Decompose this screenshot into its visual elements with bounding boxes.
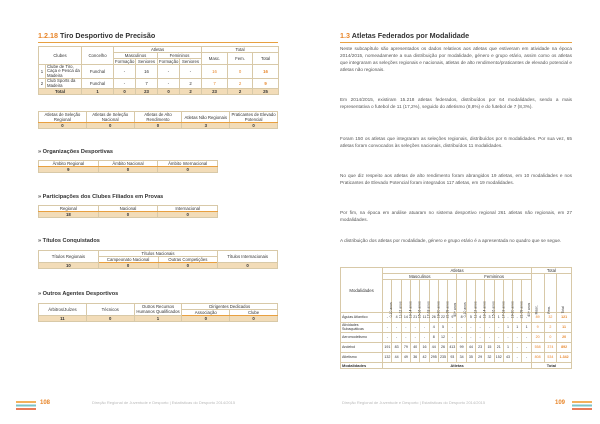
cell: 2 (180, 79, 202, 89)
cell: - (522, 343, 531, 353)
cell: 35 (466, 353, 475, 363)
cell: 534 (544, 353, 557, 363)
age-col-header: 40+ anos (448, 280, 457, 313)
col-masculinos: Masculinos (114, 53, 158, 59)
cell: 44 (392, 353, 401, 363)
athletes-status-table (38, 111, 278, 129)
col-dirigentes: Dirigentes Dedicados (182, 304, 278, 310)
cell: 2 (544, 323, 557, 333)
col-f-seniores: Seniores (180, 59, 202, 65)
cell: 4 (392, 313, 401, 323)
col-titulos-nacionais: Títulos Nacionais (98, 251, 218, 257)
cell: 11 (39, 316, 87, 322)
cell: 0 (98, 263, 158, 269)
cell: 1 (513, 323, 522, 333)
title-rule (340, 42, 572, 43)
cell: 21 (494, 343, 503, 353)
cell: 1 (134, 316, 182, 322)
row-number: 2 (39, 79, 46, 89)
paragraph: Em 2014/2015, existiram 15.218 atletas federados, distribuídos por 64 modalidades, sendo a mais representativa o futebol de 11 (17,2%), seguido do atletismo (8,8%) e do futebol de 7 (8,3%). (340, 97, 572, 110)
cell: 0 (158, 212, 218, 218)
athletes-by-sport-table (340, 267, 572, 369)
col-selecao-nacional: Atletas de Seleção Nacional (86, 112, 134, 123)
titles-table (38, 250, 278, 269)
total-label: Total (39, 89, 82, 95)
cell: - (448, 333, 457, 343)
total-row (39, 89, 279, 95)
cell: 44 (466, 343, 475, 353)
cell: 0 (544, 333, 557, 343)
cell: 7 (136, 79, 158, 89)
cell: 413 (448, 343, 457, 353)
cell: 2 (180, 89, 202, 95)
cell: 9 (253, 79, 279, 89)
titles-title: » Títulos Conquistados (38, 238, 100, 244)
cell: - (476, 323, 485, 333)
cell: 4 (429, 323, 438, 333)
cell: 0 (134, 123, 182, 129)
age-col-header: 11-12 anos (466, 280, 475, 313)
table-footer-row (341, 363, 572, 369)
age-col-header: 13-14 anos (401, 280, 410, 313)
cell: 26 (438, 343, 447, 353)
cell: 42 (420, 353, 429, 363)
cell: 36 (411, 353, 420, 363)
club-name: Clube de Tiro, Caça e Pesca da Madeira (47, 64, 80, 78)
row-number: 1 (39, 65, 46, 79)
col-atletas: Atletas (383, 268, 532, 274)
cell: - (448, 323, 457, 333)
cell: 93 (448, 353, 457, 363)
cell: 808 (531, 353, 544, 363)
cell: - (411, 323, 420, 333)
cell: - (392, 323, 401, 333)
age-col-header: 19-20 anos (503, 280, 512, 313)
cell: 14 (401, 313, 410, 323)
page-number: 108 (40, 400, 51, 406)
cell: 8 (429, 333, 438, 343)
cell: 1 (522, 323, 531, 333)
cell: 0 (230, 316, 278, 322)
org-table (38, 160, 218, 173)
col-nacional: Nacional (98, 206, 158, 212)
cell: - (476, 333, 485, 343)
paragraph: A distribuição dos atletas por modalidade, género e grupo etário é a apresentada no quadro que se segue. (340, 238, 562, 243)
cell: - (411, 333, 420, 343)
cell: - (513, 313, 522, 323)
org-title: » Organizações Desportivas (38, 149, 113, 155)
cell: 43 (503, 353, 512, 363)
cell: 99 (457, 343, 466, 353)
cell: 21 (411, 313, 420, 323)
cell: 32 (485, 353, 494, 363)
participations-table (38, 205, 218, 218)
cell: 558 (531, 343, 544, 353)
cell: - (383, 333, 392, 343)
cell: 0 (158, 167, 218, 173)
cell: 1 (494, 313, 503, 323)
section-title-text: Tiro Desportivo de Precisão (59, 31, 156, 40)
cell: - (522, 313, 531, 323)
col-modalidades: Modalidades (341, 268, 383, 313)
cell: 2 (228, 79, 253, 89)
cell: - (522, 353, 531, 363)
cell: 26 (429, 313, 438, 323)
col-m-seniores: Seniores (136, 59, 158, 65)
cell: 1.342 (557, 353, 572, 363)
cell: 8 (457, 313, 466, 323)
cell: 29 (476, 353, 485, 363)
cell: 3 (182, 123, 230, 129)
cell: 18 (39, 212, 99, 218)
cell: 892 (557, 343, 572, 353)
cell: 121 (557, 313, 572, 323)
age-col-header: 0-10 anos (383, 280, 392, 313)
cell: 25 (253, 89, 279, 95)
col-masc: Masc. (202, 53, 228, 65)
col-masculinos: Masculinos (383, 274, 457, 280)
cell: 191 (383, 343, 392, 353)
age-col-header: 17-18 anos (420, 280, 429, 313)
age-col-header: 21-39 anos (438, 280, 447, 313)
cell: 0 (218, 263, 278, 269)
col-concelho: Concelho (82, 47, 114, 65)
paragraph: Por fim, na época em análise atuaram no sistema desportivo regional 261 atletas não regionais, em 27 modalidades. (340, 210, 572, 223)
cell: - (513, 333, 522, 343)
cell: 15 (485, 343, 494, 353)
section-number: 1.2.18 (38, 31, 58, 40)
cell: 16 (420, 343, 429, 353)
age-col-header: 13-14 anos (476, 280, 485, 313)
col-total-fem: Fem. (544, 274, 557, 313)
cell: - (503, 333, 512, 343)
age-col-header: 40+ anos (522, 280, 531, 313)
age-col-header: 17-18 anos (494, 280, 503, 313)
page-number: 109 (555, 400, 566, 406)
age-col-header: 11-12 anos (392, 280, 401, 313)
cell: 16 (136, 65, 158, 79)
footer-atletas: Atletas (383, 363, 532, 369)
col-associacao: Associação (182, 310, 230, 316)
footer-text: Direção Regional de Juventude e Desporto | Estatísticas do Desporto 2014/2015 (92, 400, 236, 405)
paragraph: Foram 150 os atletas que integraram as seleções regionais, distribuídos por 6 modalidades. Por sua vez, 65 atletas foram convocados às seleções nacionais, distribuídos 11 modalidades. (340, 136, 572, 149)
col-nao-regionais: Atletas Não Regionais (182, 112, 230, 123)
cell: - (485, 333, 494, 343)
cell: - (494, 323, 503, 333)
cell: 0 (39, 123, 87, 129)
sport-name: Aeromodelismo (341, 333, 383, 343)
col-atletas: Atletas (114, 47, 202, 53)
cell: 5 (438, 323, 447, 333)
table-row (341, 353, 572, 363)
cell: 132 (383, 353, 392, 363)
age-col-header: 15-16 anos (485, 280, 494, 313)
col-clube: Clube (230, 310, 278, 316)
col-campeonato-nacional: Campeonato Nacional (98, 257, 158, 263)
cell: 0 (182, 316, 230, 322)
title-rule (38, 42, 278, 43)
cell: - (401, 323, 410, 333)
footer-logo-stripes (572, 401, 592, 410)
cell: 374 (544, 343, 557, 353)
cell: - (522, 333, 531, 343)
age-col-header: 15-16 anos (411, 280, 420, 313)
col-ambito-internacional: Âmbito Internacional (158, 161, 218, 167)
cell: 9 (448, 313, 457, 323)
concelho: Funchal (82, 79, 114, 89)
age-col-header: 0-10 anos (457, 280, 466, 313)
col-selecao-regional: Atletas de Seleção Regional (39, 112, 87, 123)
col-internacional: Internacional (158, 206, 218, 212)
cell: - (494, 333, 503, 343)
cell: 40 (411, 343, 420, 353)
table-row (341, 333, 572, 343)
sport-name: Andebol (341, 343, 383, 353)
cell: 12 (438, 333, 447, 343)
cell: 152 (494, 353, 503, 363)
right-page (300, 0, 600, 424)
footer-modalidades: Modalidades (341, 363, 383, 369)
cell: 34 (457, 353, 466, 363)
col-total: Total (202, 47, 279, 53)
cell: 1 (82, 89, 114, 95)
col-total-masc: Masc. (531, 274, 544, 313)
col-femininos: Femininos (457, 274, 531, 280)
cell: 16 (202, 65, 228, 79)
cell: 20 (557, 333, 572, 343)
cell: 0 (230, 123, 278, 129)
cell: 4 (476, 313, 485, 323)
cell: 0 (228, 65, 253, 79)
table-row (341, 343, 572, 353)
age-col-header: 19-20 anos (429, 280, 438, 313)
cell: - (158, 79, 180, 89)
sport-name: Águias Atlantico (341, 313, 383, 323)
cell: 7 (202, 79, 228, 89)
cell: 5 (466, 313, 475, 323)
section-title (340, 31, 469, 40)
cell: 0 (158, 89, 180, 95)
cell: 49 (401, 353, 410, 363)
cell: - (114, 79, 136, 89)
cell: 44 (429, 343, 438, 353)
table-row (341, 323, 572, 333)
cell: 0 (98, 212, 158, 218)
col-outros-recursos: Outros Recursos Humanos Qualificados (134, 304, 182, 316)
cell: 2 (228, 89, 253, 95)
concelho: Funchal (82, 65, 114, 79)
cell: - (466, 333, 475, 343)
col-tecnicos: Técnicos (86, 304, 134, 316)
cell: 0 (158, 263, 218, 269)
cell: - (180, 65, 202, 79)
cell: 1 (503, 343, 512, 353)
cell: 9 (39, 167, 99, 173)
cell: - (420, 333, 429, 343)
paragraph: Neste subcapítulo são apresentados os dados relativos aos atletas que estiveram em atividade na época 2014/2015, nomeadamente a sua distribuição por modalidade, género e grupo etário, assim como os atletas que integraram as seleções regionais e nacionais, atletas de alto rendimento/praticantes de elevado potencial e atletas não regionais. (340, 46, 572, 73)
cell: 235 (438, 353, 447, 363)
cell: 16 (253, 65, 279, 79)
cell: 1 (503, 323, 512, 333)
cell: 0 (86, 316, 134, 322)
agents-table (38, 303, 278, 322)
cell: 79 (401, 343, 410, 353)
cell: 11 (557, 323, 572, 333)
cell: 10 (39, 263, 99, 269)
cell: 0 (86, 123, 134, 129)
sport-name: Atividades Subaquáticas (341, 323, 383, 333)
cell: - (420, 323, 429, 333)
cell: 0 (114, 89, 136, 95)
section-title (38, 31, 155, 40)
cell: - (466, 323, 475, 333)
col-clubes: Clubes (39, 47, 82, 65)
cell: - (383, 313, 392, 323)
col-ambito-nacional: Âmbito Nacional (98, 161, 158, 167)
col-m-formacao: Formação (115, 59, 135, 64)
cell: 23 (476, 343, 485, 353)
cell: 22 (438, 313, 447, 323)
col-outras-competicoes: Outras Competições (158, 257, 218, 263)
col-femininos: Femininos (158, 53, 202, 59)
participations-title: » Participações dos Clubes Filiados em Provas (38, 194, 164, 200)
cell: 295 (429, 353, 438, 363)
col-ambito-regional: Âmbito Regional (39, 161, 99, 167)
col-titulos-internacionais: Títulos Internacionais (218, 251, 278, 263)
cell: 83 (392, 343, 401, 353)
cell: 20 (531, 333, 544, 343)
col-tot: Total (253, 53, 279, 65)
cell: 0 (98, 167, 158, 173)
cell: 23 (136, 89, 158, 95)
cell: - (485, 323, 494, 333)
col-elevado-potencial: Praticantes de Elevado Potencial (231, 112, 276, 122)
cell: - (401, 333, 410, 343)
cell: - (392, 333, 401, 343)
footer-logo-stripes (16, 401, 36, 410)
footer-total: Total (531, 363, 571, 369)
table-row (39, 65, 279, 79)
section-number: 1.3 (340, 31, 350, 40)
cell: - (503, 313, 512, 323)
cell: 3 (485, 313, 494, 323)
clubs-table (38, 46, 279, 95)
sport-name: Atletismo (341, 353, 383, 363)
cell: - (457, 333, 466, 343)
cell: 23 (202, 89, 228, 95)
footer-text: Direção Regional de Juventude e Desporto | Estatísticas do Desporto 2014/2015 (342, 400, 486, 405)
cell: - (457, 323, 466, 333)
col-titulos-regionais: Títulos Regionais (39, 251, 99, 263)
section-title-text: Atletas Federados por Modalidade (351, 31, 470, 40)
col-total-total: Total (557, 274, 572, 313)
table-row (39, 79, 279, 89)
cell: 32 (544, 313, 557, 323)
cell: 11 (420, 313, 429, 323)
cell: - (383, 323, 392, 333)
col-total: Total (531, 268, 571, 274)
cell: 9 (531, 323, 544, 333)
cell: 89 (531, 313, 544, 323)
cell: - (513, 343, 522, 353)
col-alto-rendimento: Atletas de Alto Rendimento (134, 112, 182, 123)
agents-title: » Outros Agentes Desportivos (38, 291, 119, 297)
cell: - (513, 353, 522, 363)
age-col-header: 21-39 anos (513, 280, 522, 313)
cell: - (158, 65, 180, 79)
cell: - (114, 65, 136, 79)
col-regional: Regional (39, 206, 99, 212)
col-fem: Fem. (228, 53, 253, 65)
col-f-formacao: Formação (159, 59, 179, 64)
paragraph: No que diz respeito aos atletas de alto rendimento foram abrangidos 19 atletas, em 10 modalidades e nos Praticantes de Elevado Potencial foram integrados 117 atletas, em 19 modalidades. (340, 173, 572, 186)
col-arbitros: Árbitros/Juízes (39, 304, 87, 316)
club-name: Club Sports da Madeira (46, 79, 82, 89)
